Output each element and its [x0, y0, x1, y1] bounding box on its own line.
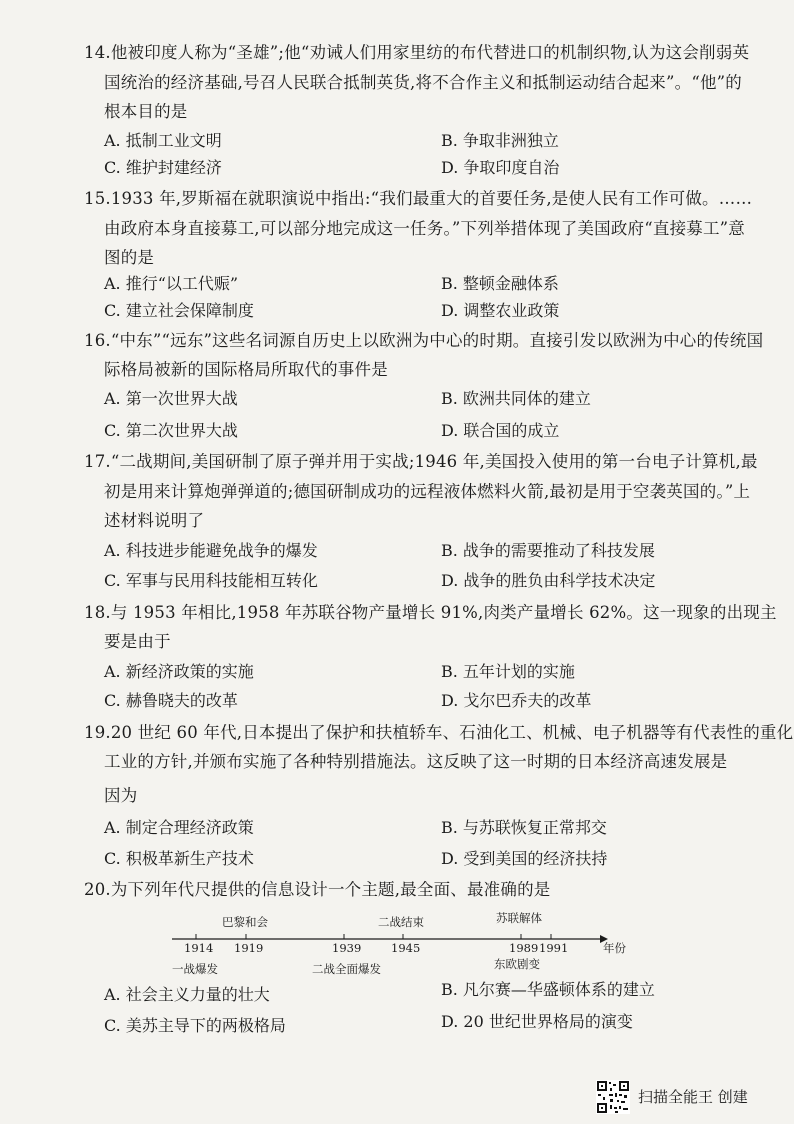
- question-stem-line: 19.20 世纪 60 年代,日本提出了保护和扶植轿车、石油化工、机械、电子机器等有代表性的重化: [84, 723, 794, 742]
- option-c[interactable]: C. 美苏主导下的两极格局: [104, 1016, 286, 1035]
- option-a[interactable]: A. 新经济政策的实施: [104, 662, 254, 681]
- option-c[interactable]: C. 军事与民用科技能相互转化: [104, 571, 318, 590]
- question-stem-line: 17.“二战期间,美国研制了原子弹并用于实战;1946 年,美国投入使用的第一台电子计算机,最: [84, 452, 758, 471]
- brand-label: 扫描全能王 创建: [638, 1088, 748, 1106]
- question-stem-line: 15.1933 年,罗斯福在就职演说中指出:“我们最重大的首要任务,是使人民有工作可做。……: [84, 189, 753, 208]
- option-b[interactable]: B. 五年计划的实施: [441, 662, 575, 681]
- question-stem-line: 根本目的是: [104, 102, 188, 121]
- timeline-year: 1914: [184, 941, 214, 955]
- option-c[interactable]: C. 维护封建经济: [104, 158, 222, 177]
- timeline-event-above: 巴黎和会: [222, 915, 268, 929]
- option-d[interactable]: D. 戈尔巴乔夫的改革: [441, 691, 592, 710]
- option-d[interactable]: D. 联合国的成立: [441, 421, 560, 440]
- option-c[interactable]: C. 赫鲁晓夫的改革: [104, 691, 238, 710]
- question-stem-line: 要是由于: [104, 632, 171, 651]
- question-stem-line: 14.他被印度人称为“圣雄”;他“劝诫人们用家里纺的布代替进口的机制织物,认为这会削弱英: [84, 43, 750, 62]
- option-a[interactable]: A. 制定合理经济政策: [104, 818, 254, 837]
- option-b[interactable]: B. 凡尔赛—华盛顿体系的建立: [441, 980, 655, 999]
- option-a[interactable]: A. 第一次世界大战: [104, 389, 238, 408]
- question-stem-line: 初是用来计算炮弹弹道的;德国研制成功的远程液体燃料火箭,最初是用于空袭英国的。”上: [104, 482, 751, 501]
- timeline-chart: [150, 908, 650, 980]
- option-c[interactable]: C. 第二次世界大战: [104, 421, 238, 440]
- question-stem-line: 由政府本身直接募工,可以部分地完成这一任务。”下列举措体现了美国政府“直接募工”意: [104, 219, 746, 238]
- question-stem-line: 16.“中东”“远东”这些名词源自历史上以欧洲为中心的时期。直接引发以欧洲为中心的传统国: [84, 331, 764, 350]
- option-a[interactable]: A. 社会主义力量的壮大: [104, 985, 270, 1004]
- option-d[interactable]: D. 受到美国的经济扶持: [441, 849, 608, 868]
- scanner-watermark: [596, 1078, 786, 1114]
- timeline-axis-label: 年份: [603, 941, 626, 955]
- timeline-event-below: 二战全面爆发: [312, 962, 381, 976]
- question-stem-line: 国统治的经济基础,号召人民联合抵制英货,将不合作主义和抵制运动结合起来”。“他”的: [104, 73, 742, 92]
- option-b[interactable]: B. 争取非洲独立: [441, 131, 559, 150]
- timeline-event-below: 一战爆发: [172, 962, 218, 976]
- option-b[interactable]: B. 整顿金融体系: [441, 274, 559, 293]
- timeline-event-above: 二战结束: [378, 915, 424, 929]
- question-stem-line: 20.为下列年代尺提供的信息设计一个主题,最全面、最准确的是: [84, 880, 551, 899]
- qr-code-icon: [596, 1080, 630, 1114]
- option-d[interactable]: D. 调整农业政策: [441, 301, 560, 320]
- question-stem-line: 述材料说明了: [104, 511, 205, 530]
- option-a[interactable]: A. 科技进步能避免战争的爆发: [104, 541, 318, 560]
- option-a[interactable]: A. 抵制工业文明: [104, 131, 222, 150]
- option-b[interactable]: B. 欧洲共同体的建立: [441, 389, 591, 408]
- option-b[interactable]: B. 战争的需要推动了科技发展: [441, 541, 655, 560]
- option-c[interactable]: C. 建立社会保障制度: [104, 301, 254, 320]
- timeline-year: 1945: [391, 941, 421, 955]
- timeline-year: 1939: [332, 941, 362, 955]
- question-stem-line: 图的是: [104, 248, 155, 267]
- option-d[interactable]: D. 20 世纪世界格局的演变: [441, 1012, 633, 1031]
- option-d[interactable]: D. 争取印度自治: [441, 158, 560, 177]
- question-stem-line: 工业的方针,并颁布实施了各种特别措施法。这反映了这一时期的日本经济高速发展是: [104, 752, 728, 771]
- timeline-year: 1989: [509, 941, 539, 955]
- option-b[interactable]: B. 与苏联恢复正常邦交: [441, 818, 607, 837]
- timeline-event-below: 东欧剧变: [494, 957, 540, 971]
- option-d[interactable]: D. 战争的胜负由科学技术决定: [441, 571, 656, 590]
- question-stem-line: 因为: [104, 786, 138, 805]
- timeline-year: 1991: [539, 941, 569, 955]
- option-c[interactable]: C. 积极革新生产技术: [104, 849, 254, 868]
- timeline-year: 1919: [234, 941, 264, 955]
- option-a[interactable]: A. 推行“以工代赈”: [104, 274, 239, 293]
- question-stem-line: 际格局被新的国际格局所取代的事件是: [104, 360, 388, 379]
- question-stem-line: 18.与 1953 年相比,1958 年苏联谷物产量增长 91%,肉类产量增长 62%。这一现象的出现主: [84, 603, 777, 622]
- timeline-event-above: 苏联解体: [496, 911, 542, 925]
